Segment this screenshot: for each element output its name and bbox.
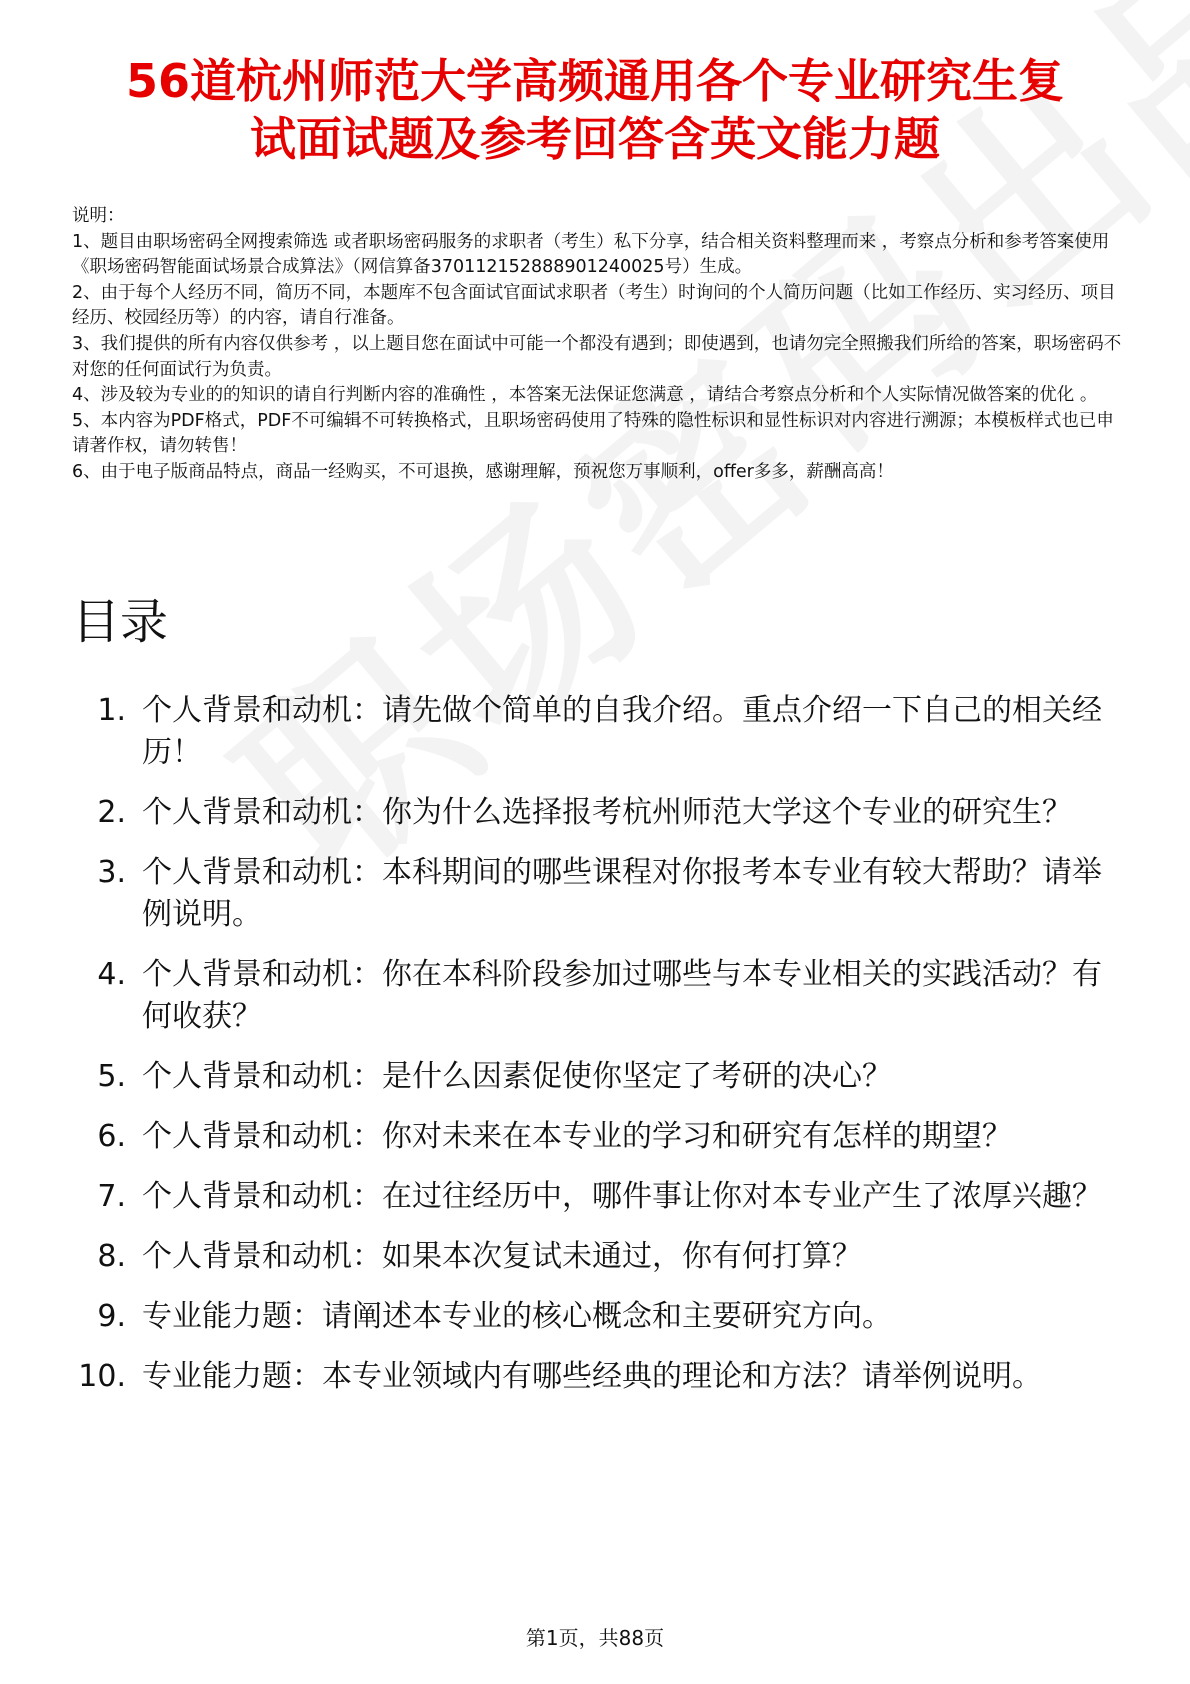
note-item-6: 6、由于电子版商品特点，商品一经购买，不可退换，感谢理解，预祝您万事顺利，offer多多，薪酬高高！: [72, 461, 894, 482]
note-item-1: 1、题目由职场密码全网搜索筛选 或者职场密码服务的求职者（考生）私下分享，结合相关资料整理而来 ，考察点分析和参考答案使用《职场密码智能面试场景合成算法》（网信算备370112152888901240025号）生成。: [72, 231, 1110, 278]
toc-item-text: 个人背景和动机：请先做个简单的自我介绍。重点介绍一下自己的相关经历！: [142, 693, 1102, 770]
toc-item-10[interactable]: [72, 1356, 1112, 1398]
toc-item-number: 4.: [97, 957, 126, 992]
toc-item-6[interactable]: [72, 1116, 1112, 1158]
toc-heading: 目录: [72, 594, 169, 650]
toc-item-number: 8.: [97, 1239, 126, 1274]
document-title-line-1: 56道杭州师范大学高频通用各个专业研究生复: [125, 54, 1064, 108]
note-item-5: 5、本内容为PDF格式，PDF不可编辑不可转换格式，且职场密码使用了特殊的隐性标识和显性标识对内容进行溯源；本模板样式也已申请著作权，请勿转售！: [72, 410, 1114, 457]
toc-item-number: 1.: [97, 693, 126, 728]
toc-item-9[interactable]: [72, 1296, 1112, 1338]
note-item-4: 4、涉及较为专业的的知识的请自行判断内容的准确性 ，本答案无法保证您满意 ，请结合考察点分析和个人实际情况做答案的优化 。: [72, 385, 1098, 406]
toc-item-number: 10.: [78, 1359, 126, 1394]
notes-heading: 说明：: [72, 206, 125, 226]
toc-item-text: 个人背景和动机：你对未来在本专业的学习和研究有怎样的期望？: [142, 1119, 1012, 1154]
toc-item-text: 个人背景和动机：在过往经历中，哪件事让你对本专业产生了浓厚兴趣？: [142, 1179, 1102, 1214]
toc-item-5[interactable]: [72, 1056, 1112, 1098]
note-item-2: 2、由于每个人经历不同，简历不同，本题库不包含面试官面试求职者（考生）时询问的个人简历问题（比如工作经历、实习经历、项目经历、校园经历等）的内容，请自行准备。: [72, 282, 1116, 329]
toc-item-3[interactable]: [72, 852, 1112, 936]
toc-item-7[interactable]: [72, 1176, 1112, 1218]
toc-item-number: 5.: [97, 1059, 126, 1094]
toc-item-number: 9.: [97, 1299, 126, 1334]
toc-item-text: 专业能力题：本专业领域内有哪些经典的理论和方法？请举例说明。: [142, 1359, 1042, 1394]
toc-item-text: 个人背景和动机：如果本次复试未通过，你有何打算？: [142, 1239, 862, 1274]
toc-item-8[interactable]: [72, 1236, 1112, 1278]
document-title-line-2: 试面试题及参考回答含英文能力题: [250, 112, 940, 166]
toc-item-number: 3.: [97, 855, 126, 890]
toc-item-number: 2.: [97, 795, 126, 830]
toc-item-text: 个人背景和动机：你为什么选择报考杭州师范大学这个专业的研究生？: [142, 795, 1072, 830]
toc-item-number: 7.: [97, 1179, 126, 1214]
notes-section: [72, 204, 1122, 486]
toc-item-1[interactable]: [72, 690, 1112, 774]
toc-item-number: 6.: [97, 1119, 126, 1154]
page-footer: 第1页，共88页: [525, 1626, 665, 1650]
table-of-contents: [72, 690, 1112, 1416]
toc-item-2[interactable]: [72, 792, 1112, 834]
toc-item-4[interactable]: [72, 954, 1112, 1038]
toc-item-text: 个人背景和动机：是什么因素促使你坚定了考研的决心？: [142, 1059, 892, 1094]
toc-item-text: 专业能力题：请阐述本专业的核心概念和主要研究方向。: [142, 1299, 892, 1334]
toc-item-text: 个人背景和动机：你在本科阶段参加过哪些与本专业相关的实践活动？有何收获？: [142, 957, 1102, 1034]
toc-item-text: 个人背景和动机：本科期间的哪些课程对你报考本专业有较大帮助？请举例说明。: [142, 855, 1102, 932]
note-item-3: 3、我们提供的所有内容仅供参考 ，以上题目您在面试中可能一个都没有遇到；即使遇到，也请勿完全照搬我们所给的答案，职场密码不对您的任何面试行为负责。: [72, 333, 1122, 380]
document-title: [60, 52, 1130, 168]
